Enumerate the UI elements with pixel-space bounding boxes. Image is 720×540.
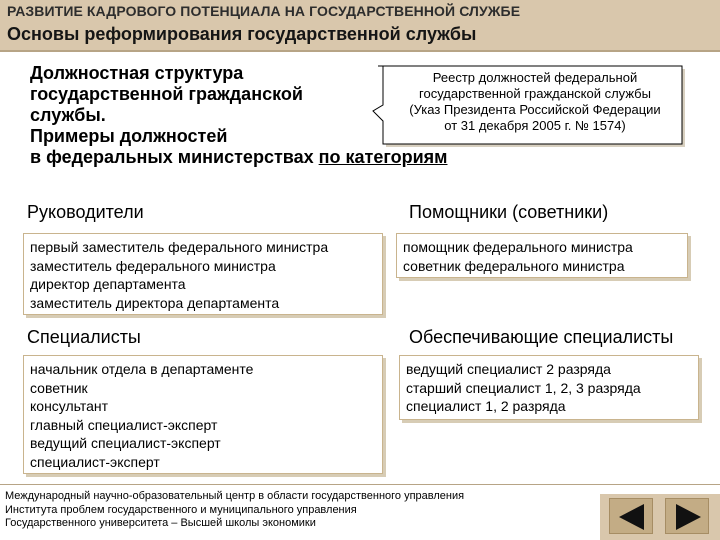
slide-header [0,0,720,50]
heading-line: Примеры должностей [30,126,228,146]
position-item: первый заместитель федерального министра [30,239,329,255]
footer-line: Государственного университета – Высшей школы экономики [5,517,316,529]
position-item: консультант [30,398,109,414]
triangle-right-icon [666,499,710,535]
heading-line: службы. [30,105,106,125]
prev-slide-button[interactable] [609,498,653,534]
heading-line: государственной гражданской [30,84,303,104]
callout-line: государственной гражданской службы [419,86,651,101]
heading-line-text: в федеральных министерствах [30,147,319,167]
position-item: заместитель федерального министра [30,257,276,274]
slide-subtitle: Основы реформирования государственной службы [7,24,477,44]
position-item: директор департамента [30,276,186,292]
position-item: советник федерального министра [403,257,625,274]
footer-divider [0,484,720,485]
footer-line: Института проблем государственного и муниципального управления [5,503,357,516]
callout-text [390,70,680,134]
callout-line: (Указ Президента Российской Федерации [409,102,661,117]
callout-line: от 31 декабря 2005 г. № 1574) [444,118,626,133]
positions-box-leaders [23,233,383,315]
callout-line: Реестр должностей федеральной [432,70,638,85]
position-item: старший специалист 1, 2, 3 разряда [406,379,641,396]
next-slide-button[interactable] [665,498,709,534]
triangle-left-icon [610,499,654,535]
footer-line: Международный научно-образовательный центр в области государственного управления [5,490,465,502]
footer-credits [5,490,464,531]
heading-line [30,147,500,168]
position-item: главный специалист-эксперт [30,416,218,433]
position-item: советник [30,379,88,396]
heading-underlined: по категориям [318,147,448,167]
position-item: помощник федерального министра [403,239,633,255]
positions-box-assistants [396,233,688,278]
positions-box-specialists [23,355,383,474]
slide-title: РАЗВИТИЕ КАДРОВОГО ПОТЕНЦИАЛА НА ГОСУДАРСТВЕННОЙ СЛУЖБЕ [7,3,521,19]
position-item: ведущий специалист 2 разряда [406,361,611,377]
heading-line: Должностная структура [30,63,244,83]
position-item: специалист-эксперт [30,453,160,470]
position-item: ведущий специалист-эксперт [30,435,221,451]
category-title-support-specialists: Обеспечивающие специалисты [409,327,674,347]
category-title-leaders: Руководители [27,202,144,222]
category-title-specialists: Специалисты [27,327,141,347]
position-item: заместитель директора департамента [30,294,280,311]
registry-callout [372,63,686,148]
position-item: специалист 1, 2 разряда [406,398,566,414]
slide-navigation [600,494,720,540]
positions-box-support-specialists [399,355,699,420]
position-item: начальник отдела в департаменте [30,361,254,377]
header-divider [0,50,720,52]
category-title-assistants: Помощники (советники) [409,202,609,222]
